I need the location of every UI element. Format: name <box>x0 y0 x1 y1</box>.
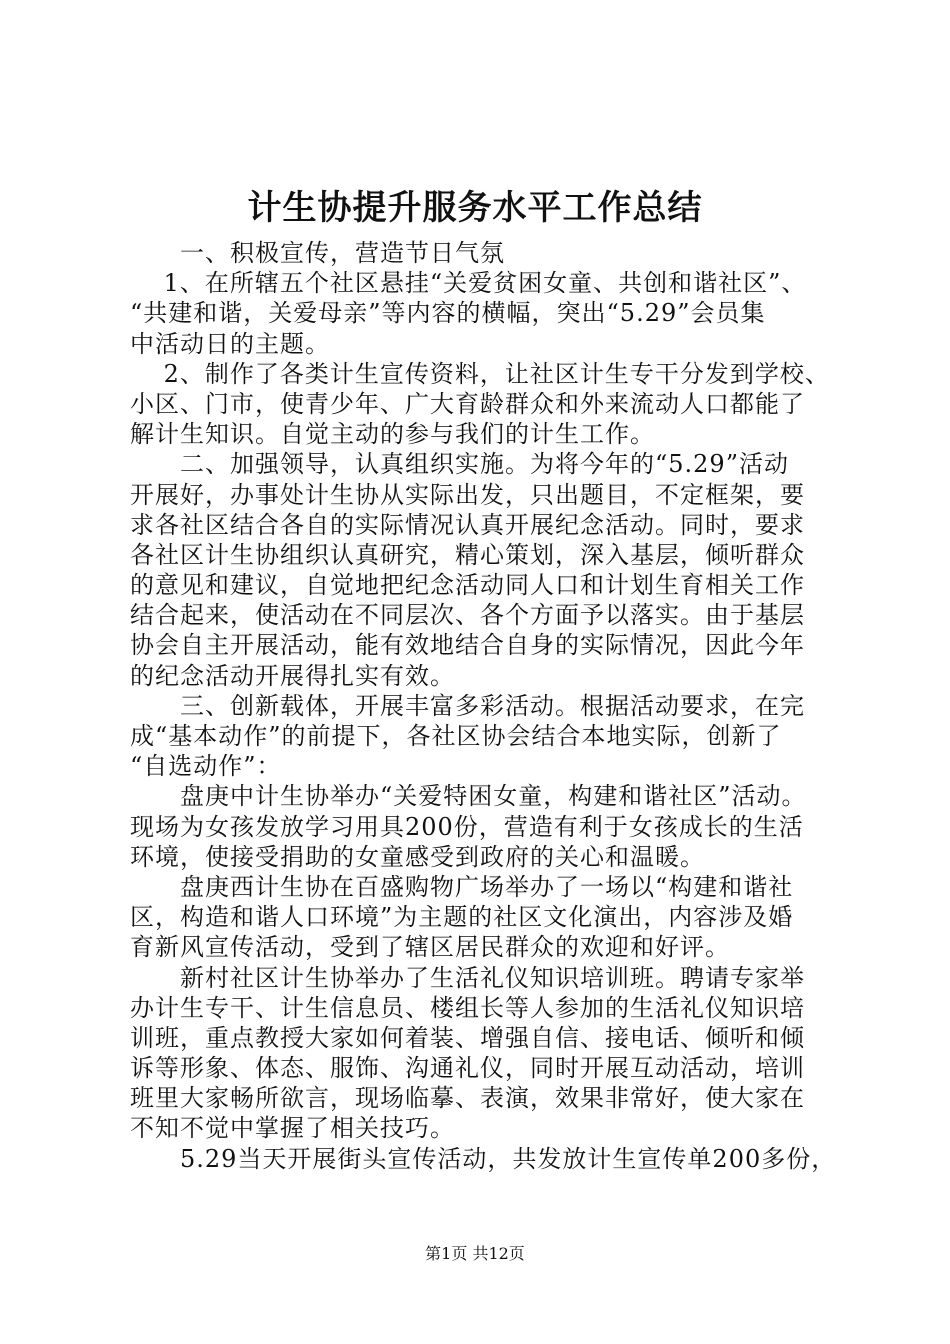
document-body <box>130 238 842 1174</box>
body-line: “自选动作”： <box>130 752 282 781</box>
body-line: 5.29当天开展街头宣传活动，共发放计生宣传单200多份， <box>130 1144 837 1173</box>
body-line: 办计生专干、计生信息员、楼组长等人参加的生活礼仪知识培 <box>130 993 805 1022</box>
document-title: 计生协提升服务水平工作总结 <box>247 188 703 228</box>
body-line: 训班，重点教授大家如何着装、增强自信、接电话、倾听和倾 <box>130 1023 805 1052</box>
body-line: 中活动日的主题。 <box>130 329 330 358</box>
body-line: 求各社区结合各自的实际情况认真开展纪念活动。同时，要求 <box>130 510 805 539</box>
body-line: 协会自主开展活动，能有效地结合自身的实际情况，因此今年 <box>130 631 805 660</box>
body-line: 环境，使接受捐助的女童感受到政府的关心和温暖。 <box>130 842 705 871</box>
body-line: 2、制作了各类计生宣传资料，让社区计生专干分发到学校、 <box>130 359 830 388</box>
body-line: 诉等形象、体态、服饰、沟通礼仪，同时开展互动活动，培训 <box>130 1054 805 1083</box>
body-line: 的意见和建议，自觉地把纪念活动同人口和计划生育相关工作 <box>130 571 805 600</box>
body-line: 育新风宣传活动，受到了辖区居民群众的欢迎和好评。 <box>130 933 730 962</box>
body-line: 现场为女孩发放学习用具200份，营造有利于女孩成长的生活 <box>130 812 804 841</box>
page-footer <box>0 1243 950 1265</box>
body-line: 各社区计生协组织认真研究，精心策划，深入基层，倾听群众 <box>130 540 805 569</box>
body-line: 一、积极宣传，营造节日气氛 <box>130 239 505 267</box>
body-line: 1、在所辖五个社区悬挂“关爱贫困女童、共创和谐社区”、 <box>130 269 807 298</box>
body-line: 的纪念活动开展得扎实有效。 <box>130 661 455 690</box>
body-line: 结合起来，使活动在不同层次、各个方面予以落实。由于基层 <box>130 601 805 630</box>
body-line: 班里大家畅所欲言，现场临摹、表演，效果非常好，使大家在 <box>130 1084 805 1113</box>
body-line: 解计生知识。自觉主动的参与我们的计生工作。 <box>130 420 655 449</box>
body-line: 三、创新载体，开展丰富多彩活动。根据活动要求，在完 <box>130 691 805 720</box>
body-line: 不知不觉中掌握了相关技巧。 <box>130 1114 455 1143</box>
body-line: 二、加强领导，认真组织实施。为将今年的“5.29”活动 <box>130 450 789 479</box>
body-line: 开展好，办事处计生协从实际出发，只出题目，不定框架，要 <box>130 480 805 509</box>
body-line: 区，构造和谐人口环境”为主题的社区文化演出，内容涉及婚 <box>130 903 794 932</box>
body-line: 小区、门市，使青少年、广大育龄群众和外来流动人口都能了 <box>130 389 805 418</box>
body-line: 成“基本动作”的前提下，各社区协会结合本地实际，创新了 <box>130 722 782 750</box>
body-line: 新村社区计生协举办了生活礼仪知识培训班。聘请专家举 <box>130 963 805 992</box>
page-number-label: 第1页 共12页 <box>425 1244 525 1263</box>
body-line: 盘庚中计生协举办“关爱特困女童，构建和谐社区”活动。 <box>130 782 807 811</box>
body-line: “共建和谐，关爱母亲”等内容的横幅，突出“5.29”会员集 <box>130 299 766 328</box>
body-line: 盘庚西计生协在百盛购物广场举办了一场以“构建和谐社 <box>130 872 794 901</box>
